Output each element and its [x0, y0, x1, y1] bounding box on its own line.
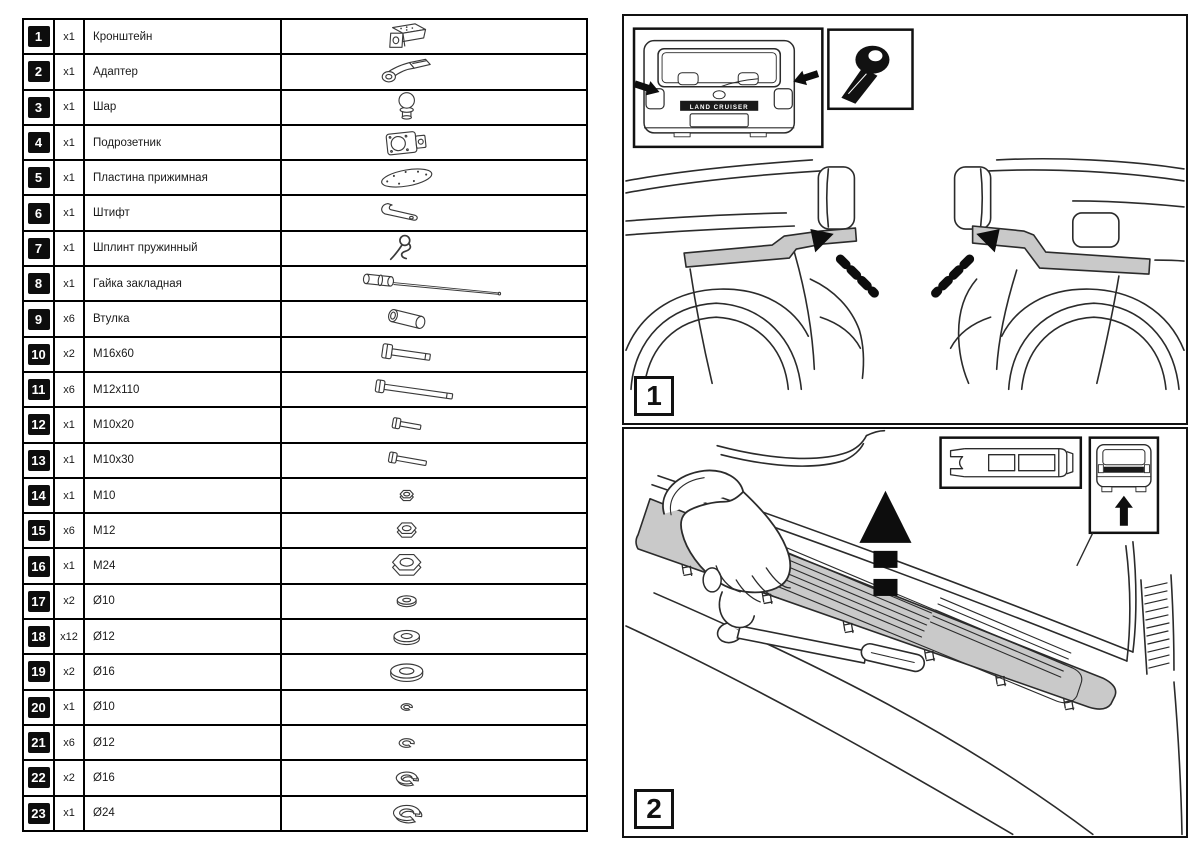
part-quantity: x2 — [55, 585, 85, 618]
part-illustration — [282, 55, 586, 88]
part-number-badge: 5 — [28, 167, 50, 188]
part-name: M10x20 — [85, 408, 282, 441]
part-illustration — [282, 691, 586, 724]
part-name: Ø16 — [85, 655, 282, 688]
part-number-badge: 17 — [28, 591, 50, 612]
part-number-badge: 9 — [28, 309, 50, 330]
part-name: Ø12 — [85, 726, 282, 759]
table-row — [24, 618, 586, 653]
part-name: Ø10 — [85, 691, 282, 724]
table-row — [24, 477, 586, 512]
table-row — [24, 724, 586, 759]
part-number-cell — [24, 408, 55, 441]
part-name: M10 — [85, 479, 282, 512]
part-number-badge: 2 — [28, 61, 50, 82]
part-name: Шар — [85, 91, 282, 124]
table-row — [24, 194, 586, 229]
part-number-cell — [24, 620, 55, 653]
part-illustration — [282, 196, 586, 229]
part-name: Подрозетник — [85, 126, 282, 159]
part-icon — [394, 630, 419, 644]
part-icon — [391, 664, 423, 681]
part-quantity: x1 — [55, 267, 85, 300]
part-icon — [401, 704, 412, 711]
table-row — [24, 512, 586, 547]
part-name: Ø12 — [85, 620, 282, 653]
part-number-badge: 11 — [28, 379, 50, 400]
part-illustration — [282, 91, 586, 124]
masking-tape-inset — [828, 30, 912, 109]
table-row — [24, 89, 586, 124]
part-number-cell — [24, 232, 55, 265]
part-quantity: x1 — [55, 444, 85, 477]
part-quantity: x1 — [55, 691, 85, 724]
part-name: Ø24 — [85, 797, 282, 830]
table-row — [24, 159, 586, 194]
left-quarter-illustration — [626, 160, 874, 389]
table-row — [24, 759, 586, 794]
part-number-badge: 4 — [28, 132, 50, 153]
part-number-badge: 18 — [28, 626, 50, 647]
part-number-badge: 20 — [28, 697, 50, 718]
part-number-cell — [24, 549, 55, 582]
table-row — [24, 583, 586, 618]
part-number-cell — [24, 338, 55, 371]
part-name: Адаптер — [85, 55, 282, 88]
part-icon — [363, 273, 501, 295]
part-illustration — [282, 444, 586, 477]
table-row — [24, 336, 586, 371]
part-number-badge: 12 — [28, 414, 50, 435]
part-name: M12x110 — [85, 373, 282, 406]
part-illustration — [282, 585, 586, 618]
part-icon — [392, 417, 422, 432]
part-illustration — [282, 514, 586, 547]
part-number-cell — [24, 761, 55, 794]
table-row — [24, 442, 586, 477]
part-icon — [382, 204, 418, 221]
part-illustration — [282, 761, 586, 794]
part-name: Кронштейн — [85, 20, 282, 53]
table-row — [24, 689, 586, 724]
part-number-badge: 23 — [28, 803, 50, 824]
part-name: M10x30 — [85, 444, 282, 477]
part-icon — [399, 738, 414, 747]
part-illustration — [282, 797, 586, 830]
part-icon — [397, 596, 416, 607]
part-number-cell — [24, 691, 55, 724]
part-number-badge: 19 — [28, 661, 50, 682]
part-icon — [380, 166, 433, 191]
part-name: Втулка — [85, 302, 282, 335]
part-illustration — [282, 126, 586, 159]
part-number-cell — [24, 20, 55, 53]
part-illustration — [282, 302, 586, 335]
part-illustration — [282, 655, 586, 688]
part-number-badge: 16 — [28, 556, 50, 577]
part-quantity: x2 — [55, 761, 85, 794]
part-name: M16x60 — [85, 338, 282, 371]
part-icon — [381, 344, 430, 365]
part-quantity: x2 — [55, 655, 85, 688]
part-number-cell — [24, 126, 55, 159]
part-name: Штифт — [85, 196, 282, 229]
trim-strip-inset — [941, 438, 1081, 488]
part-quantity: x1 — [55, 91, 85, 124]
part-number-badge: 10 — [28, 344, 50, 365]
table-row — [24, 230, 586, 265]
table-row — [24, 547, 586, 582]
part-icon — [394, 806, 422, 823]
part-quantity: x1 — [55, 797, 85, 830]
part-name: Гайка закладная — [85, 267, 282, 300]
part-number-cell — [24, 514, 55, 547]
part-quantity: x1 — [55, 20, 85, 53]
table-row — [24, 371, 586, 406]
part-quantity: x2 — [55, 338, 85, 371]
part-name: Пластина прижимная — [85, 161, 282, 194]
part-illustration — [282, 726, 586, 759]
part-illustration — [282, 20, 586, 53]
part-illustration — [282, 267, 586, 300]
part-illustration — [282, 408, 586, 441]
part-icon — [400, 490, 413, 500]
car-rear-arrow-inset — [1090, 438, 1158, 533]
part-icon — [387, 309, 426, 330]
part-icon — [382, 59, 430, 82]
part-number-badge: 14 — [28, 485, 50, 506]
step1-panel — [622, 14, 1188, 425]
part-number-cell — [24, 91, 55, 124]
part-illustration — [282, 232, 586, 265]
table-row — [24, 124, 586, 159]
part-illustration — [282, 479, 586, 512]
part-illustration — [282, 373, 586, 406]
table-row — [24, 653, 586, 688]
table-row — [24, 795, 586, 830]
part-number-cell — [24, 161, 55, 194]
part-name: Ø10 — [85, 585, 282, 618]
part-quantity: x1 — [55, 55, 85, 88]
car-rear-inset — [632, 29, 822, 147]
part-number-cell — [24, 479, 55, 512]
part-quantity: x6 — [55, 373, 85, 406]
part-icon — [396, 772, 418, 786]
part-quantity: x1 — [55, 408, 85, 441]
part-number-badge: 15 — [28, 520, 50, 541]
part-illustration — [282, 620, 586, 653]
part-quantity: x1 — [55, 549, 85, 582]
part-icon — [390, 23, 426, 47]
part-illustration — [282, 338, 586, 371]
part-icon — [399, 93, 414, 119]
part-number-cell — [24, 196, 55, 229]
part-quantity: x1 — [55, 161, 85, 194]
part-quantity: x6 — [55, 726, 85, 759]
part-number-badge: 7 — [28, 238, 50, 259]
up-arrow-icon — [859, 491, 911, 596]
part-icon — [375, 379, 453, 402]
part-number-badge: 8 — [28, 273, 50, 294]
part-icon — [386, 130, 427, 155]
part-quantity: x1 — [55, 232, 85, 265]
step-number-badge: 1 — [634, 376, 674, 416]
part-name: Ø16 — [85, 761, 282, 794]
part-illustration — [282, 161, 586, 194]
part-icon — [388, 452, 427, 469]
part-illustration — [282, 549, 586, 582]
table-row — [24, 265, 586, 300]
part-number-cell — [24, 726, 55, 759]
part-number-cell — [24, 444, 55, 477]
part-number-badge: 13 — [28, 450, 50, 471]
table-row — [24, 300, 586, 335]
part-number-badge: 3 — [28, 97, 50, 118]
step1-illustration — [624, 16, 1186, 423]
part-number-cell — [24, 585, 55, 618]
table-row — [24, 406, 586, 441]
part-name: M24 — [85, 549, 282, 582]
part-number-badge: 21 — [28, 732, 50, 753]
part-number-cell — [24, 373, 55, 406]
part-number-cell — [24, 267, 55, 300]
part-number-cell — [24, 55, 55, 88]
part-number-cell — [24, 797, 55, 830]
part-number-cell — [24, 655, 55, 688]
parts-table — [22, 18, 588, 832]
table-row — [24, 20, 586, 53]
step2-illustration — [624, 429, 1186, 836]
car-model-badge: LAND CRUISER — [689, 103, 749, 111]
part-number-badge: 6 — [28, 203, 50, 224]
part-quantity: x1 — [55, 479, 85, 512]
part-quantity: x6 — [55, 302, 85, 335]
step2-panel — [622, 427, 1188, 838]
part-icon — [397, 523, 416, 537]
part-icon — [391, 236, 411, 260]
table-row — [24, 53, 586, 88]
part-quantity: x12 — [55, 620, 85, 653]
part-icon — [393, 555, 421, 576]
part-name: Шплинт пружинный — [85, 232, 282, 265]
part-number-badge: 1 — [28, 26, 50, 47]
part-name: M12 — [85, 514, 282, 547]
part-quantity: x6 — [55, 514, 85, 547]
step-number-badge: 2 — [634, 789, 674, 829]
part-number-cell — [24, 302, 55, 335]
part-number-badge: 22 — [28, 767, 50, 788]
part-quantity: x1 — [55, 126, 85, 159]
right-quarter-illustration — [936, 159, 1184, 390]
part-quantity: x1 — [55, 196, 85, 229]
